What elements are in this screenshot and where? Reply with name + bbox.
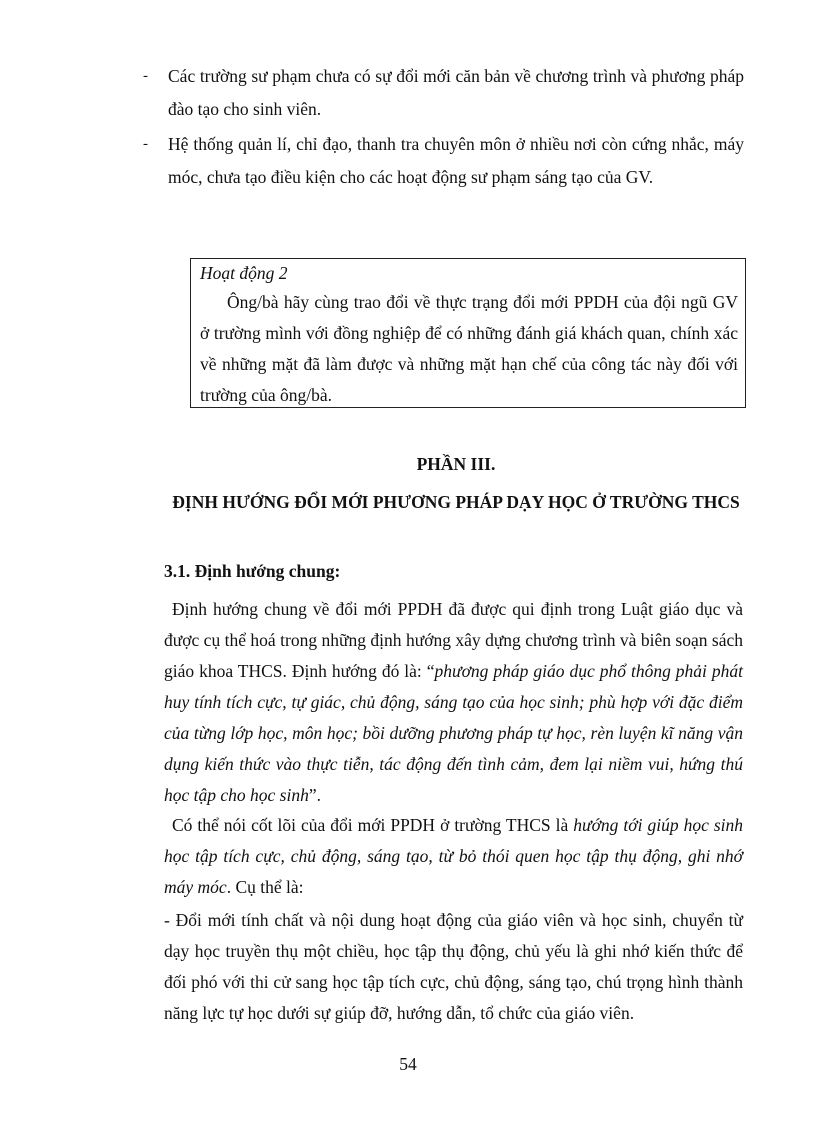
p2-end: . Cụ thể là: xyxy=(226,877,304,897)
paragraph-3: - Đổi mới tính chất và nội dung hoạt động của giáo viên và học sinh, chuyển từ dạy học truyền thụ một chiều, học tập thụ động, chủ yếu là ghi nhớ kiến thức để đối phó với thi cử sang học tập tích cực, chủ động, sáng tạo, chú trọng hình thành năng lực tự học dưới sự giúp đỡ, hướng dẫn, tổ chức của giáo viên. xyxy=(164,910,743,1023)
p2-emphasis: hướng tới giúp học sinh học tập tích cực, chủ động, sáng tạo, từ bỏ thói quen học tập thụ động, ghi nhớ máy móc xyxy=(164,815,744,897)
paragraph-1 xyxy=(164,594,743,811)
bullet-item xyxy=(143,128,744,194)
p2-text: Có thể nói cốt lõi của đổi mới PPDH ở trường THCS là xyxy=(172,815,574,835)
section-heading: 3.1. Định hướng chung: xyxy=(164,561,341,581)
bullet-text: Các trường sư phạm chưa có sự đổi mới căn bản về chương trình và phương pháp đào tạo cho sinh viên. xyxy=(168,66,744,119)
paragraph-2 xyxy=(164,810,743,903)
page-number: 54 xyxy=(399,1054,417,1074)
p1-end: ”. xyxy=(308,785,321,805)
p1-text: Định hướng chung về đổi mới PPDH đã được qui định trong Luật giáo dục và được cụ thể hoá trong những định hướng xây dựng chương trình và biên soạn sách giáo khoa THCS. Định hướng đó là: “ xyxy=(164,599,743,681)
bullet-mark: - xyxy=(143,136,148,152)
bullet-mark: - xyxy=(143,68,148,84)
activity-title: Hoạt động 2 xyxy=(200,263,288,283)
bullet-text: Hệ thống quản lí, chỉ đạo, thanh tra chuyên môn ở nhiều nơi còn cứng nhắc, máy móc, chưa tạo điều kiện cho các hoạt động sư phạm sáng tạo của GV. xyxy=(168,134,744,187)
part-title: ĐỊNH HƯỚNG ĐỔI MỚI PHƯƠNG PHÁP DẠY HỌC Ở TRƯỜNG THCS xyxy=(172,492,740,512)
p1-quote: phương pháp giáo dục phổ thông phải phát huy tính tích cực, tự giác, chủ động, sáng tạo của học sinh; phù hợp với đặc điểm của từng lớp học, môn học; bồi dưỡng phương pháp tự học, rèn luyện kĩ năng vận dụng kiến thức vào thực tiễn, tác động đến tình cảm, đem lại niềm vui, hứng thú học tập cho học sinh xyxy=(164,661,743,805)
part-label: PHẦN III. xyxy=(416,454,496,474)
activity-body: Ông/bà hãy cùng trao đổi về thực trạng đổi mới PPDH của đội ngũ GV ở trường mình với đồng nghiệp để có những đánh giá khách quan, chính xác về những mặt đã làm được và những mặt hạn chế của công tác này đối với trường của ông/bà. xyxy=(200,292,738,405)
bullet-item xyxy=(143,60,744,126)
activity-box xyxy=(190,258,746,408)
